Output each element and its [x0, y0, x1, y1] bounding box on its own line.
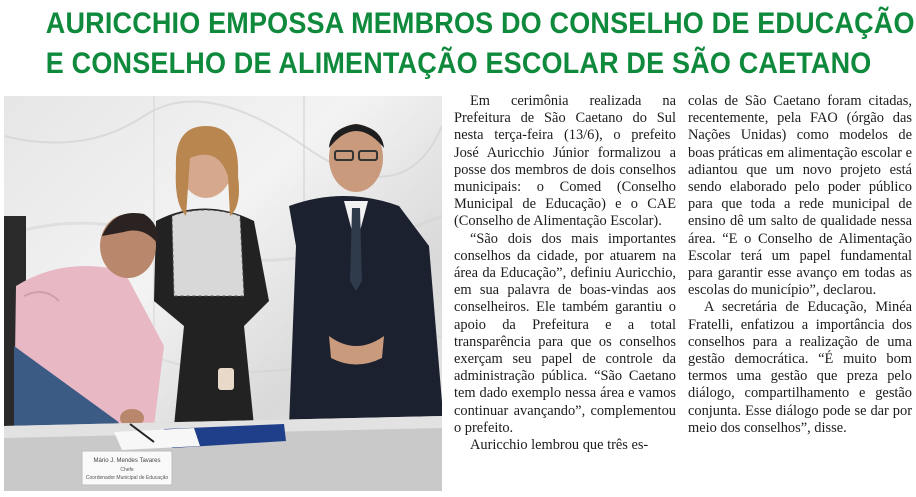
headline — [0, 4, 916, 84]
paragraph-2: “São dois dos mais importantes conselhos da cidade, por atuarem na área da Educação”, definiu Auricchio, em sua palavra de boas-vindas aos conselheiros. Ele também garantiu o apoio da Prefeitura e a total transparência para que os conselhos exerçam seu papel de controle da administração pública. “São Caetano tem dado exemplo nessa área e vamos continuar avançando”, complementou o prefeito. — [454, 230, 676, 436]
nameplate-text-2: Chefe — [120, 467, 134, 473]
headline-line-1: AURICCHIO EMPOSSA MEMBROS DO CONSELHO DE EDUCAÇÃO — [45, 7, 915, 40]
article-column-2 — [688, 93, 912, 437]
nameplate-text-3: Coordenador Municipal de Educação — [85, 475, 169, 481]
paragraph-5: A secretária de Educação, Minéa Fratelli, enfatizou a importância dos conselhos para a realização de uma gestão democrática. “É muito bom termos uma gestão que preza pelo diálogo, compartilhamento e gestão conjunta. Esse diálogo pode se dar por meio dos conselhos”, disse. — [688, 299, 912, 436]
headline-line-2: E CONSELHO DE ALIMENTAÇÃO ESCOLAR DE SÃO CAETANO — [45, 47, 872, 80]
paragraph-3: Auricchio lembrou que três es- — [470, 437, 649, 454]
article-column-1 — [454, 93, 676, 454]
photo-illustration — [4, 96, 442, 491]
paragraph-4: colas de São Caetano foram citadas, recentemente, pela FAO (órgão das Nações Unidas) como modelos de boas práticas em alimentação escolar e adiantou que um novo projeto está sendo elaborado pelo poder público para que toda a rede municipal de ensino dê um salto de qualidade nessa área. “E o Conselho de Alimentação Escolar terá um papel fundamental para garantir esse avanço em todas as escolas do município”, declarou. — [688, 93, 912, 299]
paragraph-1: Em cerimônia realizada na Prefeitura de São Caetano do Sul nesta terça-feira (13/6), o prefeito José Auricchio Júnior formalizou a posse dos membros de dois conselhos municipais: o Comed (Conselho Municipal de Educação) e o CAE (Conselho de Alimentação Escolar). — [454, 93, 676, 230]
nameplate-text-1: Mário J. Mendes Tavares — [93, 458, 161, 464]
article-photo — [4, 96, 442, 491]
